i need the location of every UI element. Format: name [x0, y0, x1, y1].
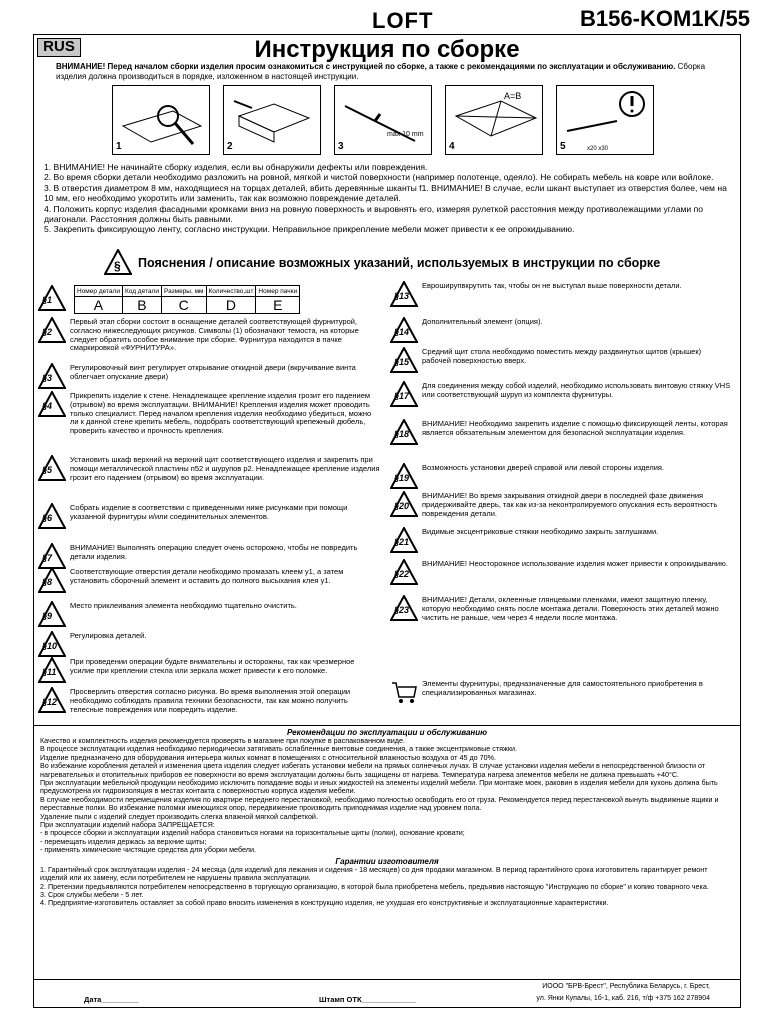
brand-name: LOFT: [372, 8, 434, 33]
stamp-field: Штамп ОТК_____________: [319, 995, 416, 1004]
note-number: §23: [394, 605, 410, 615]
footer: [34, 979, 740, 1007]
note-number: §19: [394, 473, 410, 483]
text-line: В процессе эксплуатации изделия необходимо периодически затягивать ослабленные винтовые соединения, а также эксцентриковые стяжки.: [40, 744, 518, 754]
picture-4-label: A=B: [504, 91, 522, 101]
note-text: Первый этап сборки состоит в оснащение деталей соответствующей фурнитурой, согласно нижеследующих рисунков. Символы (1) обозначают темоста, на которые следует обратить особое внимание при сборке. Фурнитура находится в пачке смаркировкой «ФУРНИТУРА».: [70, 317, 359, 353]
picture-5-drawing: [557, 86, 655, 156]
warning-triangle-icon: [38, 687, 66, 713]
warning-triangle-icon: [390, 317, 418, 343]
picture-3-number: 3: [338, 141, 344, 152]
company-address: ул. Янки Купалы, 1б-1, каб. 216, т/ф +375 162 278904: [536, 995, 710, 1002]
note-number: §1: [42, 295, 53, 305]
letter-d: D: [206, 297, 256, 314]
picture-1-drawing: [113, 86, 211, 156]
instruction-sheet: [33, 34, 741, 1008]
note-text: Соответствующие отверстия детали необходимо промазать клеем у1, а затем установить сборочный элемент и оставить до полного высыхания клея у1.: [70, 567, 344, 585]
note-text: Евроширупвкрутить так, чтобы он не выступал выше поверхности детали.: [422, 281, 682, 290]
warning-triangle-icon: [390, 527, 418, 553]
note-number: §18: [394, 429, 410, 439]
text-line: 2. Претензии предъявляются потребителем непосредственно в торгующую организацию, в которой была приобретена мебель, предъявив настоящую "Инструкцию по сборке" и копию товарного чека.: [40, 881, 709, 891]
warning-triangle-icon: [390, 463, 418, 489]
header-dimensions: Размеры, мм: [161, 286, 206, 297]
note-number: §13: [394, 291, 410, 301]
assembly-steps: [44, 162, 734, 235]
text-line: Качество и комплектность изделия рекомендуется проверять в магазине при покупке в распакованном виде.: [40, 736, 405, 745]
picture-5: [556, 85, 654, 155]
note-number: §12: [42, 697, 58, 707]
assembly-pictures: [112, 85, 654, 155]
note-number: §9: [42, 611, 53, 621]
picture-3-label: max 10 mm: [387, 131, 424, 138]
picture-1: [112, 85, 210, 155]
step-5: 5. Закрепить фиксирующую ленту, согласно инструкции. Неправильное прикрепление мебели может привести к ее опрокидыванию.: [44, 224, 575, 235]
warning-triangle-icon: [390, 281, 418, 307]
picture-1-number: 1: [116, 141, 122, 152]
picture-4-number: 4: [449, 141, 455, 152]
warning-triangle-icon: [38, 285, 66, 311]
note-text: Просверлить отверстия согласно рисунка. Во время выполнения этой операции необходимо соблюдать правила техники безопасности, так как можно получить телесные повреждения или повредить изделие.: [70, 687, 351, 714]
note-text: ВНИМАНИЕ! Неосторожное использование изделия может привести к опрокидыванию.: [422, 559, 728, 568]
text-line: Во избежание коробления деталей и изменения цвета изделия следует избегать установки мебели на прямых солнечных лучах. В случае установки изделия мебели в непосредственной близости от нагревательных и отопительных приборов ее поверхности во время эксплуатации должны быть защищены от нагрева. Температура нагрева элементов мебели не должна превышать +40°C.: [40, 761, 706, 779]
step-3: 3. В отверстия диаметром 8 мм, находящиеся на торцах деталей, вбить деревянные шканты f1. ВНИМАНИЕ! В случае, если шкант выступает из отверстия более, чем на 10 мм, его необходимо укоротить или заменить, так как возможно повреждение деталей.: [44, 182, 727, 204]
language-badge: RUS: [37, 38, 81, 57]
note-number: §4: [42, 401, 53, 411]
text-line: - применять химические чистящие средства для уборки мебели.: [40, 845, 256, 855]
warning-triangle-icon: [38, 363, 66, 389]
recommendations-body: [34, 737, 740, 855]
note-number: §2: [42, 327, 53, 337]
warning-triangle-icon: [38, 657, 66, 683]
note-number: §21: [394, 537, 410, 547]
note-text: Регулировка деталей.: [70, 631, 147, 640]
date-field: Дата_________: [84, 995, 139, 1004]
warning-triangle-icon: [390, 347, 418, 373]
warning-triangle-icon: [38, 455, 66, 481]
note-number: §17: [394, 391, 410, 401]
note-text: Элементы фурнитуры, предназначенные для самостоятельного приобретения в специализированных магазинах.: [422, 679, 703, 697]
product-code: B156-KOM1K/55: [580, 6, 750, 31]
note-number: §11: [42, 667, 57, 677]
intro-warning-bold: ВНИМАНИЕ! Перед началом сборки изделия просим ознакомиться с инструкцией по сборке, а также с рекомендациями по эксплуатации и обслуживанию.: [56, 62, 676, 71]
note-text: Средний щит стола необходимо поместить между раздвинутых щитов (крышек) рабочей поверхностью вверх.: [422, 347, 702, 365]
note-text: Возможность установки дверей справой или левой стороны изделия.: [422, 463, 665, 472]
part-label-letters: [75, 297, 300, 314]
note-text: Место приклеивания элемента необходимо тщательно очистить.: [70, 601, 297, 610]
text-line: - перемещать изделия держась за верхние щиты;: [40, 836, 207, 846]
explanations-header: [104, 253, 674, 275]
text-line: 4. Предприятие-изготовитель оставляет за собой право вносить изменения в конструкцию изделия, не ухудшая его конструктивные и эксплуатационные характеристики.: [40, 898, 609, 908]
warning-triangle-icon: [38, 567, 66, 593]
note-text: Установить шкаф верхний на верхний щит соответствующего изделия и закрепить при помощи металлической пластины п52 и шурупов р2. Ненадлежащее крепление изделия грозит его падением (отрывом) во время эксплуатации.: [70, 455, 380, 482]
text-line: При эксплуатации изделий набора ЗАПРЕЩАЕТСЯ:: [40, 820, 215, 830]
recommendations-title: Рекомендации по эксплуатации и обслуживанию: [286, 728, 488, 737]
letter-b: B: [122, 297, 161, 314]
warning-triangle-icon: [390, 559, 418, 585]
picture-3: [334, 85, 432, 155]
step-2: 2. Во время сборки детали необходимо разложить на ровной, мягкой и чистой поверхности (например полотенце, одеяло). Не собирать мебель на ковре или войлоке.: [44, 172, 714, 183]
warning-triangle-icon: [390, 491, 418, 517]
note-number: §14: [394, 327, 410, 337]
intro-warning: [56, 62, 716, 82]
note-text: При проведении операции будьте внимательны и осторожны, так как чрезмерное усилие при креплении стекла или зеркала может привести к его поломке.: [70, 657, 355, 675]
header-quantity: Количество,шт: [206, 286, 256, 297]
header-part-code: Код детали: [122, 286, 161, 297]
note-number: §7: [42, 553, 53, 563]
picture-3-drawing: [335, 86, 433, 156]
warning-triangle-icon: [38, 631, 66, 657]
text-line: - в процессе сборки и эксплуатации изделий набора становиться ногами на горизонтальные щиты (полки), основание кровати;: [40, 828, 465, 838]
warning-triangle-icon: [38, 317, 66, 343]
text-line: Изделие предназначено для оборудования интерьера жилых комнат в помещениях с относительной влажностью воздуха от 45 до 70%.: [40, 752, 497, 762]
note-number: §15: [394, 357, 410, 367]
explanations-title: Пояснения / описание возможных указаний, используемых в инструкции по сборке: [138, 256, 661, 270]
note-text: Видимые эксцентриковые стяжки необходимо закрыть заглушками.: [422, 527, 659, 536]
page-title: Инструкция по сборке: [254, 36, 520, 63]
warning-triangle-icon: [390, 419, 418, 445]
picture-4: [445, 85, 543, 155]
note-text: Дополнительный элемент (опция).: [422, 317, 543, 326]
note-text: ВНИМАНИЕ! Во время закрывания откидной двери в последней фазе движения придерживайте дверь, так как из-за неконтролируемого опускания есть вероятность повреждения детали.: [422, 491, 718, 518]
note-text: ВНИМАНИЕ! Выполнять операцию следует очень осторожно, чтобы не повредить детали изделия.: [70, 543, 358, 561]
recommendations-section: [34, 725, 740, 908]
note-text: ВНИМАНИЕ! Детали, оклеенные глянцевыми пленками, имеют защитную пленку, которую необходимо снять после монтажа детали. Поверхность этих деталей можно чистить не раньше, чем через 4 недели после монтажа.: [422, 595, 719, 622]
header-part-number: Номер детали: [75, 286, 123, 297]
warranty-title: Гарантии изготовителя: [335, 856, 439, 866]
note-text: Для соединения между собой изделий, необходимо использовать винтовую стяжку VHS или соответствующий шуруп из комплекта фурнитуры.: [422, 381, 731, 399]
note-number: §20: [394, 501, 410, 511]
part-label-headers: [75, 286, 300, 297]
picture-2: [223, 85, 321, 155]
svg-text:§: §: [114, 259, 121, 273]
note-number: §6: [42, 513, 53, 523]
warning-triangle-icon: [38, 601, 66, 627]
note-number: §5: [42, 465, 53, 475]
picture-2-number: 2: [227, 141, 233, 152]
text-line: В случае необходимости перемещения изделия по квартире переднего перестановкой, необходимо полностью освободить его от груза. Рекомендуется перед перестановкой вынуть выдвижные ящики и переставные полки. Во избежание поломки имеющихся опор, передвижение производить приподнимая изделие над уровнем пола.: [40, 794, 719, 813]
step-4: 4. Положить корпус изделия фасадными кромками вниз на ровную поверхность и выровнять его, измеряя рулеткой расстояния между противолежащими углами по диагонали. Расстояния должны быть равными.: [44, 203, 704, 225]
warning-triangle-icon: [38, 543, 66, 569]
picture-2-drawing: [224, 86, 322, 156]
picture-5-number: 5: [560, 141, 566, 152]
text-line: При эксплуатации мебельной продукции необходимо исключить попадание воды и иных жидкостей на элементы изделий мебели. При монтаже моек, раковин в изделия мебели для кухонь должна быть предусмотрена их гидроизоляция в местах контакта с поверхностью корпуса изделия мебели.: [40, 778, 718, 796]
text-line: 1. Гарантийный срок эксплуатации изделия - 24 месяца (для изделий для лежания и сидения - 18 месяцев) со дня продажи магазином. В период гарантийного срока изготовитель гарантирует ремонт изделий или их замену, если потребителем не нарушены правила эксплуатации.: [40, 864, 708, 883]
company-name: ИООО "БРВ-Брест", Республика Беларусь, г. Брест,: [542, 983, 710, 990]
warning-triangle-icon: [390, 595, 418, 621]
shopping-cart-icon: [390, 679, 418, 705]
letter-a: A: [75, 297, 123, 314]
picture-5-label: x20 x30: [587, 146, 609, 152]
warning-triangle-icon: [38, 503, 66, 529]
note-number: §3: [42, 373, 53, 383]
text-line: Удаление пыли с изделий следует производить слегка влажной мягкой салфеткой.: [40, 811, 318, 821]
warranty-body: [34, 866, 740, 908]
warning-triangle-icon: [390, 381, 418, 407]
warning-triangle-icon: [38, 391, 66, 417]
part-label-table: [74, 285, 300, 314]
note-text: Регулировочный винт регулирует открывание откидной двери (вкручивание винта облегчает опускание двери): [70, 363, 356, 381]
note-number: §10: [42, 641, 58, 651]
note-number: §22: [394, 569, 410, 579]
picture-4-drawing: [446, 86, 544, 156]
header: [0, 6, 770, 32]
note-text: ВНИМАНИЕ! Необходимо закрепить изделие с помощью фиксирующей ленты, которая является обязательным элементом для безопасной эксплуатации изделия.: [422, 419, 728, 437]
paragraph-warning-icon: [104, 249, 132, 275]
letter-e: E: [256, 297, 300, 314]
letter-c: C: [161, 297, 206, 314]
note-text: Собрать изделие в соответствии с приведенными ниже рисунками при помощи указанной фурнитуры и/или соединительных элементов.: [70, 503, 348, 521]
note-number: §8: [42, 577, 53, 587]
header-pack-number: Номер пачки: [256, 286, 300, 297]
text-line: 3. Срок службы мебели - 5 лет.: [40, 889, 144, 899]
note-text: Прикрепить изделие к стене. Ненадлежащее крепление изделия грозит его падением (отрывом) во время эксплуатации. ВНИМАНИЕ! Крепления изделия может проводить только специалист. Перед началом крепления изделия необходимо убедиться, можно ли к данной стене крепить мебель, подобрать соответствующий крепежный дюбель, проверить качество и прочность крепления.: [70, 391, 372, 436]
intro-warning-text: Сборка изделия должна производиться в порядке, изложенном в настоящей инструкции.: [56, 62, 706, 81]
step-1: 1. ВНИМАНИЕ! Не начинайте сборку изделия, если вы обнаружили дефекты или повреждения.: [44, 162, 428, 172]
